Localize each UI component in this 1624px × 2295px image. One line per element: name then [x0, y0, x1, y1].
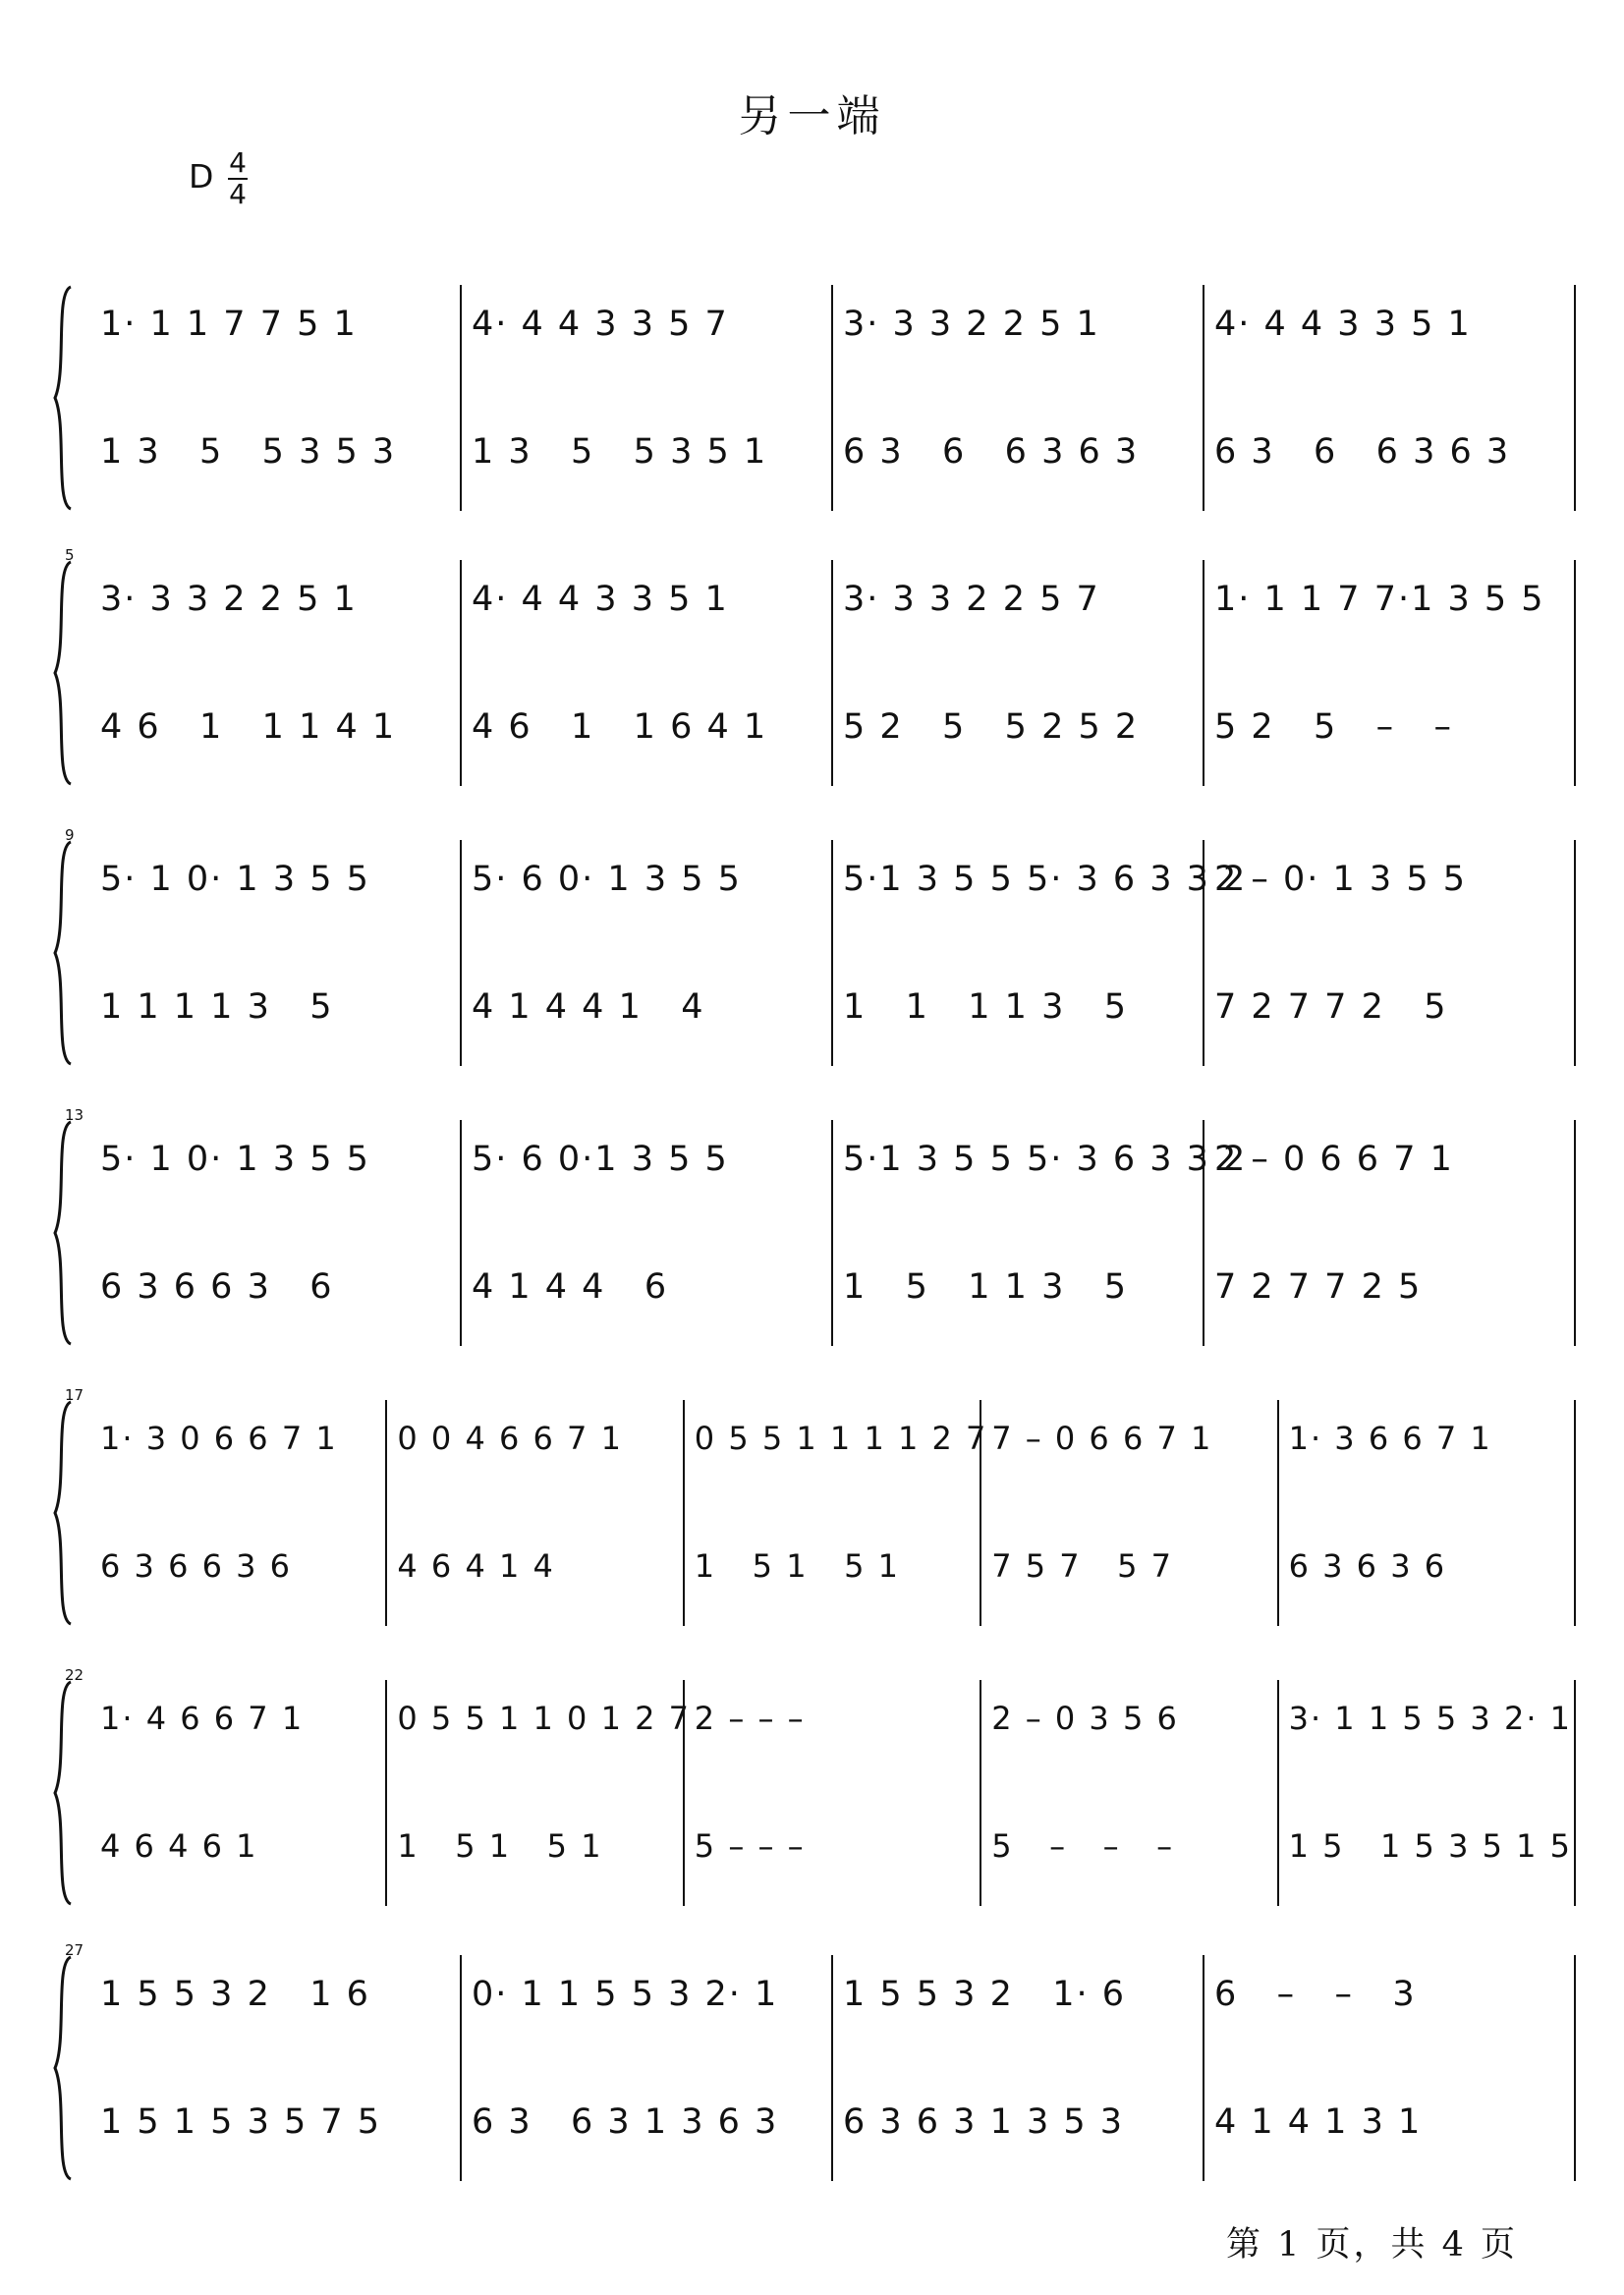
- lower-voice-notes: 7 2 7 7 2 5: [1214, 1267, 1423, 1307]
- measure-number: 13: [65, 1106, 84, 1124]
- lower-voice-notes: 4 6 4 1 4: [397, 1547, 555, 1585]
- upper-voice-notes: 5·1 3 5 5 5· 3 6 3 3 2: [843, 1140, 1248, 1179]
- barline: [460, 560, 462, 786]
- upper-voice-notes: 1· 1 1 7 7·1 3 5 5: [1214, 580, 1545, 619]
- measure-number: 5: [65, 546, 75, 564]
- barline: [980, 1400, 981, 1626]
- lower-voice-notes: 1 1 1 1 3 5: [100, 987, 334, 1027]
- upper-voice-notes: 5· 1 0· 1 3 5 5: [100, 1140, 370, 1179]
- barline: [1574, 285, 1576, 511]
- barline: [460, 285, 462, 511]
- measure-number: 9: [65, 826, 75, 844]
- upper-voice-notes: 3· 1 1 5 5 3 2· 1: [1288, 1700, 1573, 1737]
- lower-voice-notes: 6 3 6 3 1 3 5 3: [843, 2102, 1125, 2142]
- upper-voice-notes: 0 5 5 1 1 0 1 2 7: [397, 1700, 691, 1737]
- barline: [1574, 560, 1576, 786]
- barline: [1574, 1680, 1576, 1906]
- lower-voice-notes: 6 3 6 6 3 6: [100, 1547, 293, 1585]
- lower-voice-notes: 5 – – –: [991, 1827, 1175, 1865]
- upper-voice-notes: 6 – – 3: [1214, 1975, 1417, 2014]
- upper-voice-notes: 0· 1 1 5 5 3 2· 1: [472, 1975, 779, 2014]
- upper-voice-notes: 7 – 0 6 6 7 1: [991, 1420, 1213, 1457]
- upper-voice-notes: 3· 3 3 2 2 5 1: [100, 580, 358, 619]
- barline: [385, 1680, 387, 1906]
- grand-staff-brace: [49, 1120, 79, 1346]
- barline: [831, 560, 833, 786]
- grand-staff-brace: [49, 1680, 79, 1906]
- system: [49, 1106, 1584, 1346]
- grand-staff-brace: [49, 285, 79, 511]
- barline: [683, 1680, 685, 1906]
- system: [49, 546, 1584, 786]
- lower-voice-notes: 1 5 1 5 3 5 1 5: [1288, 1827, 1573, 1865]
- barline: [385, 1400, 387, 1626]
- lower-voice-notes: 7 5 7 5 7: [991, 1547, 1174, 1585]
- lower-voice-notes: 1 3 5 5 3 5 1: [472, 432, 768, 472]
- measure-number: 22: [65, 1666, 84, 1684]
- lower-voice-notes: 5 2 5 – –: [1214, 707, 1454, 747]
- key-signature: D: [189, 157, 214, 196]
- barline: [1574, 840, 1576, 1066]
- lower-voice-notes: 4 1 4 1 3 1: [1214, 2102, 1423, 2142]
- upper-voice-notes: 2 – – –: [694, 1700, 806, 1737]
- system: [49, 1666, 1584, 1906]
- barline: [831, 840, 833, 1066]
- lower-voice-notes: 6 3 6 6 3 6 3: [843, 432, 1140, 472]
- upper-voice-notes: 1· 3 0 6 6 7 1: [100, 1420, 338, 1457]
- system: [49, 1386, 1584, 1626]
- lower-voice-notes: 4 6 4 6 1: [100, 1827, 258, 1865]
- lower-voice-notes: 4 1 4 4 6: [472, 1267, 669, 1307]
- upper-voice-notes: 3· 3 3 2 2 5 7: [843, 580, 1100, 619]
- upper-voice-notes: 4· 4 4 3 3 5 1: [472, 580, 729, 619]
- upper-voice-notes: 5· 6 0·1 3 5 5: [472, 1140, 729, 1179]
- lower-voice-notes: 1 5 1 5 3 5 7 5: [100, 2102, 382, 2142]
- upper-voice-notes: 3· 3 3 2 2 5 1: [843, 305, 1100, 344]
- upper-voice-notes: 0 0 4 6 6 7 1: [397, 1420, 623, 1457]
- lower-voice-notes: 5 2 5 5 2 5 2: [843, 707, 1140, 747]
- barline: [1203, 1955, 1204, 2181]
- lower-voice-notes: 5 – – –: [694, 1827, 806, 1865]
- grand-staff-brace: [49, 840, 79, 1066]
- lower-voice-notes: 1 5 1 5 1: [694, 1547, 900, 1585]
- barline: [980, 1680, 981, 1906]
- grand-staff-brace: [49, 1955, 79, 2181]
- upper-voice-notes: 1· 1 1 7 7 5 1: [100, 305, 358, 344]
- time-signature: [228, 146, 248, 210]
- upper-voice-notes: 1· 4 6 6 7 1: [100, 1700, 305, 1737]
- lower-voice-notes: 4 6 1 1 1 4 1: [100, 707, 397, 747]
- system: [49, 826, 1584, 1066]
- lower-voice-notes: 7 2 7 7 2 5: [1214, 987, 1448, 1027]
- barline: [831, 1955, 833, 2181]
- barline: [460, 1955, 462, 2181]
- barline: [1203, 560, 1204, 786]
- upper-voice-notes: 0 5 5 1 1 1 1 2 7: [694, 1420, 988, 1457]
- lower-voice-notes: 1 3 5 5 3 5 3: [100, 432, 397, 472]
- system: [49, 1941, 1584, 2181]
- page-number: 第 1 页，共 4 页: [1225, 2225, 1518, 2265]
- barline: [1277, 1400, 1279, 1626]
- barline: [1574, 1120, 1576, 1346]
- barline: [1574, 1400, 1576, 1626]
- lower-voice-notes: 6 3 6 3 6: [1288, 1547, 1447, 1585]
- barline: [831, 285, 833, 511]
- score-title: 另一端: [738, 91, 886, 141]
- lower-voice-notes: 1 5 1 5 1: [397, 1827, 603, 1865]
- barline: [1574, 1955, 1576, 2181]
- upper-voice-notes: 5·1 3 5 5 5· 3 6 3 3 2: [843, 860, 1248, 899]
- upper-voice-notes: 2 – 0 3 5 6: [991, 1700, 1179, 1737]
- barline: [683, 1400, 685, 1626]
- lower-voice-notes: 1 5 1 1 3 5: [843, 1267, 1128, 1307]
- lower-voice-notes: 4 1 4 4 1 4: [472, 987, 705, 1027]
- system: [49, 285, 1584, 511]
- grand-staff-brace: [49, 560, 79, 786]
- barline: [1203, 840, 1204, 1066]
- lower-voice-notes: 1 1 1 1 3 5: [843, 987, 1128, 1027]
- barline: [460, 1120, 462, 1346]
- upper-voice-notes: 2 – 0 6 6 7 1: [1214, 1140, 1454, 1179]
- lower-voice-notes: 6 3 6 3 1 3 6 3: [472, 2102, 779, 2142]
- time-signature-bottom: 4: [229, 178, 247, 210]
- barline: [1277, 1680, 1279, 1906]
- lower-voice-notes: 6 3 6 6 3 6 3: [1214, 432, 1511, 472]
- lower-voice-notes: 6 3 6 6 3 6: [100, 1267, 334, 1307]
- upper-voice-notes: 1 5 5 3 2 1· 6: [843, 1975, 1127, 2014]
- barline: [1203, 285, 1204, 511]
- barline: [460, 840, 462, 1066]
- time-signature-top: 4: [229, 146, 247, 179]
- upper-voice-notes: 5· 1 0· 1 3 5 5: [100, 860, 370, 899]
- barline: [1203, 1120, 1204, 1346]
- upper-voice-notes: 1· 3 6 6 7 1: [1288, 1420, 1492, 1457]
- upper-voice-notes: 1 5 5 3 2 1 6: [100, 1975, 370, 2014]
- measure-number: 17: [65, 1386, 84, 1404]
- lower-voice-notes: 4 6 1 1 6 4 1: [472, 707, 768, 747]
- upper-voice-notes: 5· 6 0· 1 3 5 5: [472, 860, 742, 899]
- barline: [831, 1120, 833, 1346]
- grand-staff-brace: [49, 1400, 79, 1626]
- measure-number: 27: [65, 1941, 84, 1959]
- upper-voice-notes: 2 – 0· 1 3 5 5: [1214, 860, 1467, 899]
- upper-voice-notes: 4· 4 4 3 3 5 1: [1214, 305, 1472, 344]
- upper-voice-notes: 4· 4 4 3 3 5 7: [472, 305, 729, 344]
